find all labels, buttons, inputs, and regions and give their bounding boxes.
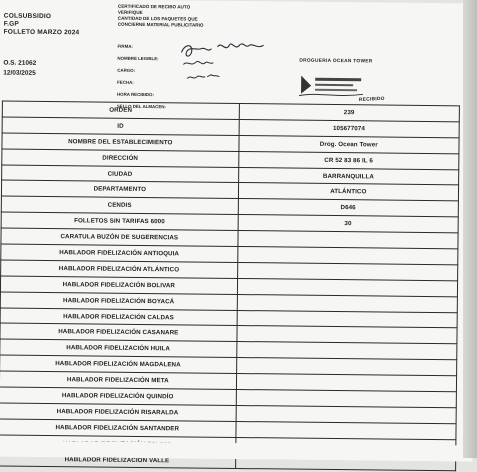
row-label: CENDIS (1, 196, 238, 214)
row-value: CR 52 83 86 IL 6 (238, 151, 459, 169)
row-label: FOLLETOS SIN TARIFAS 6000 (1, 212, 238, 230)
row-label: HABLADOR FIDELIZACIÓN MAGDALENA (0, 355, 236, 373)
label-sello: SELLO DEL ALMACEN: (116, 103, 166, 110)
document-date: 12/03/2025 (3, 69, 36, 77)
label-cargo: CARGO: (117, 67, 136, 73)
row-label: HABLADOR FIDELIZACIÓN BOLIVAR (0, 276, 237, 294)
row-value: ATLÁNTICO (238, 183, 459, 201)
row-label: HABLADOR FIDELIZACIÓN BOYACÁ (0, 292, 237, 310)
store-stamp-name: DROGUERIA OCEAN TOWER (299, 58, 373, 65)
row-label: HABLADOR FIDELIZACIÓN SANTANDER (0, 419, 236, 437)
company-name: COLSUBSIDIO (3, 12, 52, 21)
row-value: 239 (239, 104, 460, 122)
row-label: ORDEN (2, 101, 239, 119)
row-label: HABLADOR FIDELIZACIÓN ANTIOQUIA (1, 244, 238, 262)
row-label: DEPARTAMENTO (1, 180, 238, 198)
row-label: HABLADOR FIDELIZACIÓN CALDAS (0, 308, 237, 326)
certificate-line-1: CERTIFICADO DE RECIBO AUTO (117, 3, 191, 10)
row-value: BARRANQUILLA (238, 167, 459, 185)
row-label: CIUDAD (2, 165, 239, 183)
distribution-table (0, 101, 460, 472)
header-left-codes (3, 59, 36, 79)
store-stamp-logo (297, 72, 367, 99)
row-label: HABLADOR FIDELIZACIÓN QUINDÍO (0, 387, 236, 405)
header-line2: F.GP (3, 20, 20, 28)
row-value: D646 (238, 199, 459, 217)
label-nombre: NOMBRE LEGIBLE: (117, 55, 159, 62)
row-label: HABLADOR FIDELIZACIÓN CASANARE (0, 323, 237, 341)
label-fecha: FECHA: (117, 79, 134, 85)
row-label: HABLADOR FIDELIZACIÓN META (0, 371, 236, 389)
label-hora: HORA RECIBIDO: (116, 91, 154, 98)
row-value: Drog. Ocean Tower (239, 135, 460, 153)
certificate-line-3: CANTIDAD DE LOS PAQUETES QUE (117, 15, 198, 22)
row-value: 30 (238, 215, 459, 233)
scan-edge-shadow (463, 0, 477, 458)
handwritten-signature (177, 38, 278, 89)
order-code: O.S. 21062 (3, 59, 37, 67)
row-label: NOMBRE DEL ESTABLECIMIENTO (2, 133, 239, 151)
row-label: HABLADOR FIDELIZACIÓN HUILA (0, 339, 237, 357)
row-label: ID (2, 117, 239, 135)
received-stamp: RECIBIDO (358, 96, 385, 103)
row-label: CARATULA BUZÓN DE SUGERENCIAS (1, 228, 238, 246)
row-label: HABLADOR FIDELIZACIÓN RISARALDA (0, 403, 236, 421)
header-left-block (4, 13, 80, 38)
row-label: HABLADOR FIDELIZACIÓN VALLE (0, 451, 235, 469)
certificate-heading (118, 4, 204, 29)
campaign-name: FOLLETO MARZO 2024 (3, 28, 80, 37)
label-firma: FIRMA: (117, 43, 133, 49)
certificate-line-4: CONCIERNE MATERIAL PUBLICITARIO (117, 21, 204, 28)
row-label: DIRECCIÓN (2, 149, 239, 167)
row-label: HABLADOR FIDELIZACIÓN ATLÁNTICO (1, 260, 238, 278)
row-value: 105677074 (239, 119, 460, 137)
certificate-line-2: VERIFIQUE (117, 9, 143, 15)
